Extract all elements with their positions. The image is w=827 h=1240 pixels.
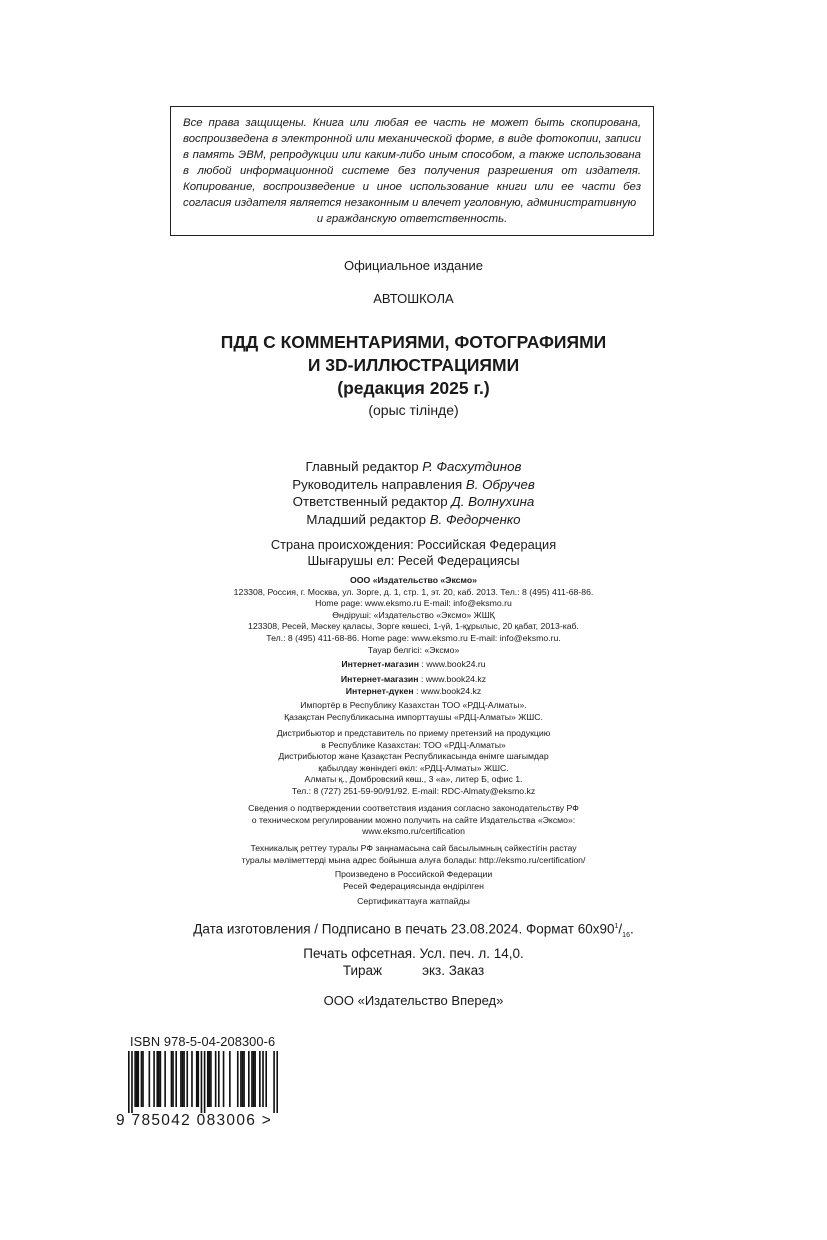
barcode-bar: [248, 1051, 250, 1107]
format-slash: /: [618, 921, 623, 937]
barcode-bar: [131, 1051, 133, 1113]
barcode-bar: [172, 1051, 174, 1107]
barcode-bar: [254, 1051, 256, 1107]
staff-line: [0, 511, 827, 529]
online-shops-kz: [0, 674, 827, 697]
barcode-bar: [243, 1051, 245, 1107]
staff-role: Главный редактор: [305, 459, 419, 474]
barcode-bar: [153, 1051, 155, 1107]
production-country: [0, 869, 827, 892]
distributor-info: [0, 728, 827, 798]
country-of-origin: [0, 537, 827, 569]
barcode-bar: [158, 1051, 160, 1107]
rights-notice-last-line: и гражданскую ответственность.: [316, 213, 508, 225]
barcode-bar: [134, 1051, 136, 1107]
circulation-label: Тираж: [342, 963, 383, 979]
importer-info: [0, 700, 827, 723]
barcode-bar: [128, 1051, 130, 1113]
language-note: (орыс тілінде): [368, 402, 459, 418]
barcode-bar: [204, 1051, 206, 1113]
imprint-web: Home page: www.eksmo.ru E-mail: info@eksmo.ru: [315, 598, 512, 609]
rights-notice-body: Все права защищены. Книга или любая ее часть не может быть скопирована, воспроизведена в электронной или механической форме, в виде фотокопии, записи в память ЭВМ, репродукции или каким-либо иным способом, а также использована в любой информационной системе без получения разрешения от издателя. Копирование, воспроизведение и иное использование книги или ее части без согласия издателя является незаконным и влечет уголовную, административную: [183, 117, 641, 209]
barcode-bar: [262, 1051, 264, 1107]
cert-line: Сведения о подтверждении соответствия издания согласно законодательству РФ: [248, 803, 579, 813]
certification-info: [0, 803, 827, 838]
imprint-trademark: Тауар белгісі: «Эксмо»: [367, 644, 460, 655]
cert-kz-line: Техникалық реттеу туралы РФ заңнамасына сай басылымның сәйкестігін растау: [250, 843, 577, 853]
print-line-2: Печать офсетная. Усл. печ. л. 14,0.: [303, 945, 524, 961]
distributor-line: қабылдау жөніндегі өкіл: «РДЦ-Алматы» ЖШС.: [318, 762, 509, 773]
importer-ru: Импортёр в Республику Казахстан ТОО «РДЦ-Алматы».: [300, 700, 527, 710]
title-line-3: (редакция 2025 г.): [337, 378, 490, 398]
official-edition: Официальное издание: [343, 258, 484, 273]
staff-role: Ответственный редактор: [292, 494, 448, 509]
shop-label: Интернет-магазин: [341, 659, 419, 669]
no-certification: Сертификаттауға жатпайды: [357, 896, 470, 906]
barcode-bar: [229, 1051, 231, 1107]
print-date-format: Дата изготовления / Подписано в печать 23.08.2024. Формат 60x90: [193, 921, 615, 937]
barcode-bar: [223, 1051, 225, 1107]
staff-name: Р. Фасхутдинов: [422, 459, 522, 474]
imprint-kz-contacts: Тел.: 8 (495) 411-68-86. Home page: www.eksmo.ru E-mail: info@eksmo.ru.: [266, 632, 561, 643]
origin-ru: Страна происхождения: Российская Федерация: [270, 537, 557, 552]
print-info: [0, 918, 827, 980]
cert-line: о техническом регулировании можно получить на сайте Издательства «Эксмо»:: [251, 814, 576, 825]
barcode-bar: [209, 1051, 211, 1107]
barcode-bar: [237, 1051, 239, 1107]
distributor-line: Дистрибьютор и представитель по приему претензий на продукцию: [276, 728, 551, 738]
barcode-bar: [240, 1051, 242, 1107]
certification-info-kz: [0, 843, 827, 866]
origin-kz: Шығарушы ел: Ресей Федерациясы: [307, 553, 520, 568]
order-label: экз. Заказ: [422, 963, 485, 979]
barcode-bar: [201, 1051, 203, 1113]
title-line-1: ПДД С КОММЕНТАРИЯМИ, ФОТОГРАФИЯМИ: [220, 332, 607, 352]
barcode-bar: [253, 1051, 255, 1107]
distributor-line: Дистрибьютор және Қазақстан Республикасында өнімге шағымдар: [278, 751, 549, 762]
barcode-bar: [164, 1051, 166, 1107]
barcode-bar: [136, 1051, 138, 1107]
barcode-bar: [215, 1051, 217, 1107]
imprint-kz-address: 123308, Ресей, Мәскеу қаласы, Зорге көшесі, 1-үй, 1-құрылыс, 20 қабат, 2013-каб.: [248, 621, 579, 632]
barcode-bar: [141, 1051, 143, 1107]
barcode-bar: [242, 1051, 244, 1107]
shop-url: : www.book24.kz: [418, 674, 487, 684]
staff-line: [0, 458, 827, 476]
print-line-1: [0, 918, 827, 945]
barcode-bar: [175, 1051, 177, 1107]
staff-name: Д. Волнухина: [451, 494, 535, 509]
imprint-company: ООО «Издательство «Эксмо»: [350, 575, 477, 585]
staff-line: [0, 493, 827, 511]
barcode-bar: [191, 1051, 193, 1107]
barcode-bar: [171, 1051, 173, 1107]
barcode-bar: [251, 1051, 253, 1107]
staff-name: В. Федорченко: [429, 511, 521, 527]
isbn-barcode-digits: 9 785042 083006 >: [116, 1112, 273, 1129]
book-title: [0, 331, 827, 400]
publisher-name: ООО «Издательство Вперед»: [323, 993, 504, 1008]
shop-label: Интернет-дүкен: [345, 685, 414, 696]
imprint-eksmo: [0, 575, 827, 656]
barcode-bar: [137, 1051, 139, 1107]
shop-label: Интернет-магазин: [340, 674, 419, 684]
barcode-bar: [180, 1051, 182, 1107]
barcode-bar: [265, 1051, 267, 1107]
importer-kz: Қазақстан Республикасына импорттаушы «РДЦ-Алматы» ЖШС.: [284, 711, 543, 722]
online-shops: [0, 659, 827, 671]
barcode-bar: [196, 1051, 198, 1107]
shop-url: : www.book24.kz: [413, 685, 482, 696]
shop-url: : www.book24.ru: [418, 659, 486, 669]
title-line-2: И 3D-ИЛЛЮСТРАЦИЯМИ: [307, 355, 520, 375]
barcode-bar: [182, 1051, 184, 1107]
barcode-bar: [276, 1051, 278, 1113]
series-name: АВТОШКОЛА: [373, 291, 454, 306]
format-sup: 1: [614, 923, 619, 930]
produced-kz: Ресей Федерациясында өндірілген: [343, 880, 484, 891]
barcode-bar: [207, 1051, 209, 1107]
barcode-bar: [218, 1051, 220, 1107]
barcode-bar: [156, 1051, 158, 1107]
imprint-address: 123308, Россия, г. Москва, ул. Зорге, д. 1, стр. 1, эт. 20, каб. 2013. Тел.: 8 (495) 411-68-86.: [233, 586, 594, 597]
distributor-line: в Республике Казахстан: ТОО «РДЦ-Алматы»: [321, 739, 506, 750]
staff-name: В. Обручев: [465, 476, 535, 492]
cert-kz-line: туралы мәліметтерді мына адрес бойынша алуға болады: http://eksmo.ru/certification/: [241, 854, 586, 865]
editorial-staff: [0, 458, 827, 528]
rights-notice-text: [183, 115, 641, 227]
print-line-3: [0, 962, 827, 980]
format-end: .: [629, 921, 634, 937]
distributor-line: Алматы қ., Домбровский көш., 3 «а», литер Б, офис 1.: [304, 774, 523, 785]
staff-role: Руководитель направления: [292, 476, 463, 492]
barcode-bar: [273, 1051, 275, 1113]
cert-line: www.eksmo.ru/certification: [362, 826, 465, 837]
distributor-line: Тел.: 8 (727) 251-59-90/91/92. E-mail: RDC-Almaty@eksmo.kz: [291, 785, 536, 796]
produced-ru: Произведено в Российской Федерации: [334, 869, 493, 879]
format-sub: 16: [622, 932, 630, 940]
isbn-barcode: [128, 1051, 278, 1113]
barcode-bar: [259, 1051, 261, 1107]
barcode-bar: [142, 1051, 144, 1107]
barcode-bar: [183, 1051, 185, 1107]
barcode-bar: [186, 1051, 188, 1107]
barcode-bar: [210, 1051, 212, 1107]
rights-notice-box: [170, 106, 654, 236]
staff-role: Младший редактор: [306, 511, 426, 527]
imprint-kz-maker: Өндіруші: «Издательство «Эксмо» ЖШҚ: [332, 609, 495, 620]
barcode-bar: [149, 1051, 151, 1107]
staff-line: [0, 476, 827, 494]
barcode-bar: [160, 1051, 162, 1107]
barcode-bar: [197, 1051, 199, 1107]
isbn-label: ISBN 978-5-04-208300-6: [130, 1034, 276, 1049]
